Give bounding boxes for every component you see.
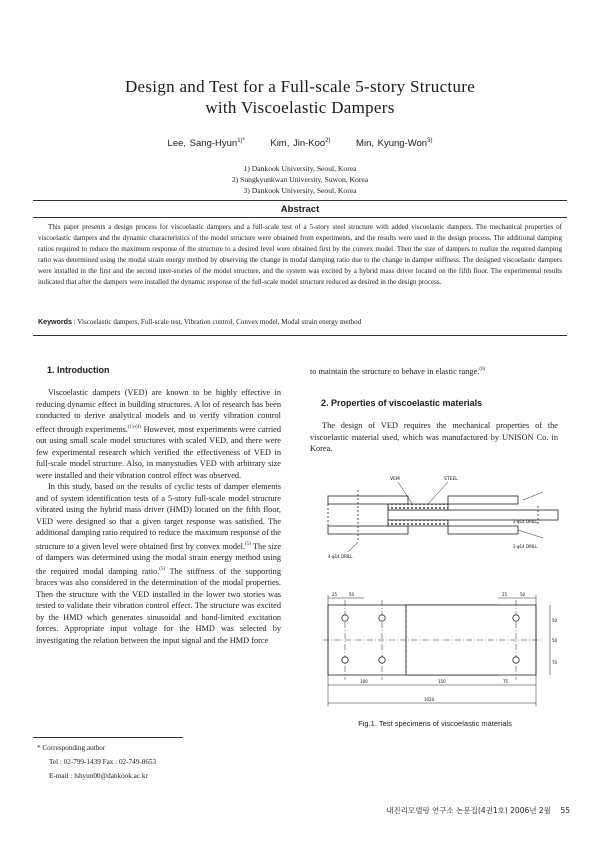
affiliation-1: 1) Dankook University, Seoul, Korea	[243, 164, 357, 173]
footnote-phone: Tel : 02-799-1439 Fax : 02-749-8653	[49, 758, 157, 766]
dim-total: 1020	[424, 697, 435, 702]
specimen-plan-view	[323, 600, 543, 680]
label-drill-right-bottom: 2-φ14 DRILL	[513, 544, 538, 549]
abstract-heading-rule	[33, 217, 567, 218]
right-top-plate	[448, 496, 518, 504]
vem-layer-top	[388, 504, 448, 510]
affiliation-2: 2) Sungkyunkwan University, Suwon, Korea	[231, 175, 369, 184]
keywords-label: Keywords	[38, 318, 72, 326]
abstract-heading: Abstract	[280, 204, 320, 215]
dim-v1: 50	[552, 618, 558, 623]
left-bottom-plate	[328, 526, 408, 534]
abstract-top-rule	[33, 200, 567, 201]
dim-150: 150	[438, 679, 446, 684]
keywords-text: Viscoelastic dampers, Full-scale test, Vibration control, Convex model, Modal strain energy method	[77, 318, 362, 326]
keywords: Keywords : Viscoelastic dampers, Full-scale test, Vibration control, Convex model, Modal strain energy method	[38, 318, 362, 326]
left-top-plate	[328, 496, 408, 504]
section-1-heading: 1. Introduction	[47, 365, 110, 375]
section-2-heading: 2. Properties of viscoelastic materials	[321, 398, 483, 408]
author-2: Kim, Jin-Koo$^{2)}$	[270, 138, 331, 150]
footnote-rule	[33, 737, 183, 738]
author-list	[0, 138, 600, 149]
label-drill-left: 4-φ14 DRILL	[328, 554, 353, 559]
dim-75: 75	[503, 679, 509, 684]
author-1: Lee, Sang-Hyun$^{1)*}$	[167, 138, 245, 150]
figure-1-drawing	[318, 470, 568, 715]
keywords-rule	[33, 335, 567, 336]
bolt-hole	[513, 615, 519, 621]
bolt-hole	[379, 657, 385, 663]
dim-v3: 70	[552, 660, 558, 665]
bolt-hole	[379, 615, 385, 621]
right-column-continuation: to maintain the structure to behave in elastic range.$^{(6)}$	[310, 366, 486, 376]
label-vem: VEM	[390, 477, 400, 482]
bolt-hole	[513, 657, 519, 663]
dim-a: 25	[332, 592, 338, 597]
footnote-corresponding: * Corresponding author	[37, 744, 106, 752]
dim-d: 50	[520, 592, 526, 597]
intro-paragraph-1: Viscoelastic dampers (VED) are known to be highly effective in reducing dynamic effect in building structures. A lot of research has been conducted to derive analytical models and to verify vibration control effect through experiments.$^{(1)-(4)}$ However, most experiments were carried out using small scale model structures with scaled VED, and there were few experimental research which verified the effectiveness of VED in full-scale model structure. Also, in manystudies VED with arbitrary size were installed and their vibration control effect was observed.	[36, 388, 282, 480]
page-number: 55	[560, 806, 570, 815]
vem-layer-bottom	[388, 520, 448, 526]
left-column	[36, 387, 281, 646]
dim-b: 50	[349, 592, 355, 597]
right-bottom-plate	[448, 526, 518, 534]
paper-title-line2: with Viscoelastic Dampers	[205, 98, 395, 117]
figure-1-caption: Fig.1. Test specimens of viscoelastic materials	[358, 719, 512, 728]
right-column	[310, 420, 558, 455]
dim-c: 25	[502, 592, 508, 597]
intro-paragraph-2: In this study, based on the results of cyclic tests of damper elements and of system identification tests of a 5-story full-scale model structure vibrated using the hybrid mass driver (HMD) located on the fifth floor, VED were designed so that a given target response was satisfied. The additional damping ratio required to reduce the maximum response of the structure to a given level were obtained first by convex model.$^{(5)}$ The size of dampers was determined using the modal strain energy method using the required modal damping ratio.$^{(5)}$ The stiffness of the supporting braces was also considered in the determination of the modal properties. Then the structure with the VED installed in the lower two stories was tested to validate their vibration control effect. The structure was excited by the HMD which generates sinusoidal and band-limited excitation forces. Appropriate input voltage for the HMD was selected by investigating the relation between the input signal and the HMD force	[36, 482, 281, 645]
materials-paragraph-1: The design of VED requires the mechanical properties of the viscoelastic material used, which was manufactured by UNISON Co. in Korea.	[310, 421, 558, 454]
bolt-hole	[342, 615, 348, 621]
dim-v2: 50	[552, 638, 558, 643]
dim-100: 100	[360, 679, 368, 684]
affiliation-3: 3) Dankook University, Seoul, Korea	[243, 186, 357, 195]
footnote-email: E-mail : lshyun00@dankook.ac.kr	[49, 772, 148, 780]
specimen-side-view	[328, 490, 558, 540]
page-footer	[340, 805, 570, 816]
author-3: Min, Kyung-Won$^{3)}$	[356, 138, 433, 150]
label-drill-right-top: 2-φ14 DRILL	[513, 519, 538, 524]
journal-name: 내진리모델링 연구소 논문집(4권1호) 2006년 2월	[386, 806, 551, 815]
paper-title-line1: Design and Test for a Full-scale 5-story Structure	[124, 77, 476, 96]
bolt-hole	[342, 657, 348, 663]
label-steel: STEEL	[444, 477, 458, 482]
abstract-text: This paper presents a design process for viscoelastic dampers and a full-scale test of a 5-story steel structure with added viscoelastic dampers. The mechanical properties of viscoelastic dampers and the dynamic characteristics of the model structure were obtained from experiments, and the results were used in the design process. The additional damping ratios required to reduce the maximum response of the structure to a desired level were obtained first by the convex model. Then the size of dampers to realize the required damping ratio was determined using the modal strain energy method by observing the change in modal damping ratio due to the change in damper stiffness. The designed viscoelastic dampers were installed in the first and the second inter-stories of the model structure, and the system was excited by a hybrid mass driver located on the fifth floor. The experimental results indicated that after the dampers were installed the dynamic response of the full-scale model structure reduced as desired in the design process.	[38, 223, 562, 286]
